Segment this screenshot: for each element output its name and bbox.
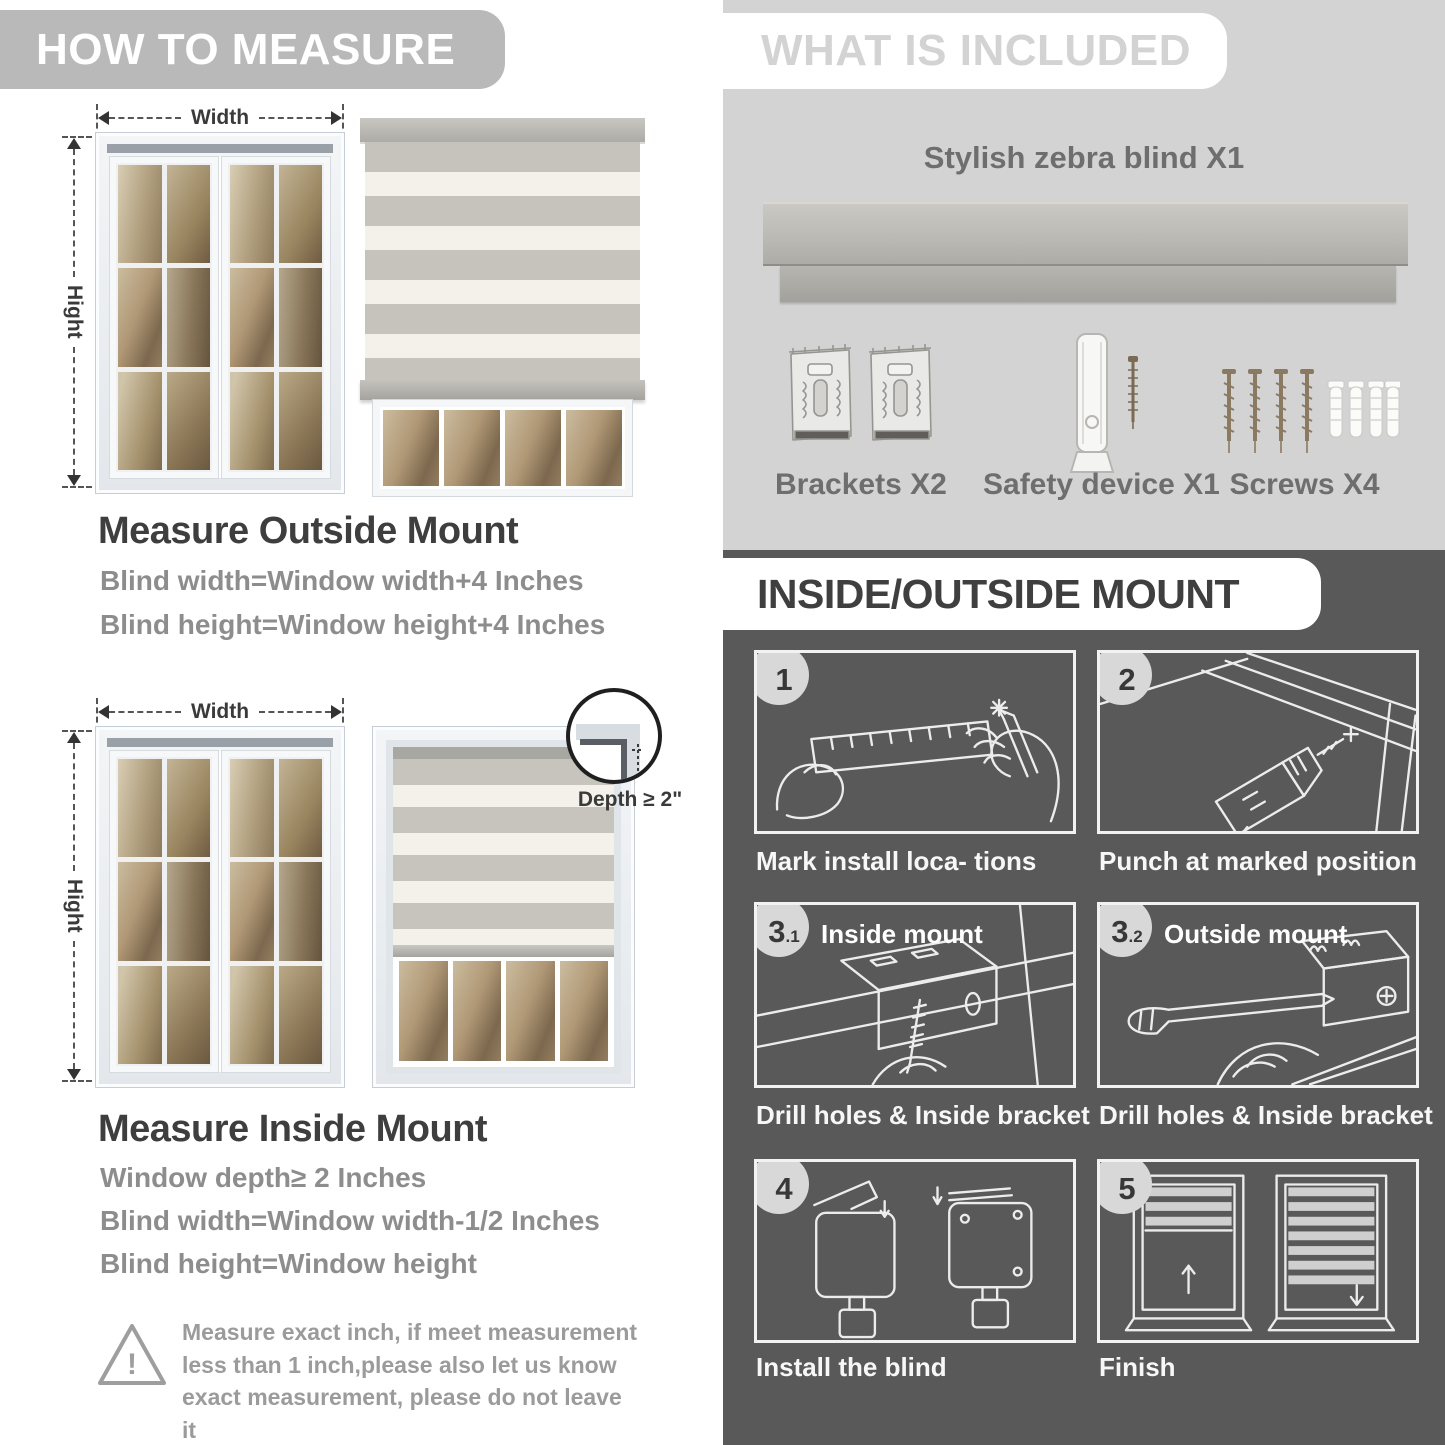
outside-width-rule: Blind width=Window width+4 Inches: [100, 565, 584, 596]
screws-anchors-icon: [1215, 365, 1400, 460]
inside-mount-label: Inside mount: [821, 919, 983, 949]
height-label: Hight: [63, 879, 86, 933]
step-1-box: [754, 650, 1076, 834]
blind-stripes: [365, 142, 640, 380]
height-measure-outside: [56, 136, 92, 488]
safety-device-label: Safety device X1: [983, 468, 1220, 501]
width-measure-outside: [96, 100, 344, 136]
step-3-2-caption: Drill holes & Inside bracket: [1099, 1100, 1433, 1130]
measure-note: Measure exact inch, if meet measurement less than 1 inch,please also let us know exact measurement, please do not leave it: [182, 1319, 638, 1443]
arrow-right-icon: [331, 111, 342, 125]
depth-detail-inset: [566, 688, 662, 784]
window-illustration-outside: [95, 132, 345, 494]
arrow-left-icon: [98, 705, 109, 719]
what-is-included-banner: WHAT IS INCLUDED: [723, 13, 1227, 89]
inside-depth-rule: Window depth≥ 2 Inches: [100, 1162, 427, 1193]
step-number-badge: 2: [1097, 650, 1152, 705]
step-1-caption: Mark install loca- tions: [756, 846, 1037, 876]
step-3-2-box: [1097, 902, 1419, 1088]
safety-device-icon: [1055, 330, 1155, 480]
corner-detail-icon: [570, 692, 662, 784]
arrow-down-icon: [67, 1069, 81, 1080]
step-number-badge: 5: [1097, 1159, 1152, 1214]
window-headrail-bar: [107, 738, 333, 747]
step-number-badge: 3 .2: [1097, 902, 1152, 957]
height-label: Hight: [63, 285, 86, 339]
step-2-caption: Punch at marked position: [1099, 846, 1417, 876]
step-4-box: [754, 1159, 1076, 1343]
arrow-up-icon: [67, 138, 81, 149]
screws-label: Screws X4: [1229, 468, 1380, 501]
arrow-down-icon: [67, 475, 81, 486]
step-number-badge: 3 .1: [754, 902, 809, 957]
inside-width-rule: Blind width=Window width-1/2 Inches: [100, 1205, 600, 1236]
step-5-box: [1097, 1159, 1419, 1343]
brackets-icon: [785, 338, 940, 456]
headrail-product-image: [763, 202, 1408, 302]
depth-label: Depth ≥ 2": [577, 788, 683, 811]
width-label: Width: [190, 700, 250, 723]
window-illustration-inside: [95, 726, 345, 1088]
step-5-caption: Finish: [1099, 1352, 1176, 1382]
inside-height-rule: Blind height=Window height: [100, 1248, 477, 1279]
blind-bottom-rail: [393, 945, 614, 957]
outside-mount-label: Outside mount: [1164, 919, 1348, 949]
arrow-right-icon: [331, 705, 342, 719]
window-headrail-bar: [107, 144, 333, 153]
brackets-label: Brackets X2: [775, 468, 947, 501]
svg-text:!: !: [127, 1348, 137, 1381]
window-bottom: [373, 400, 632, 496]
step-3-1-box: [754, 902, 1076, 1088]
width-label: Width: [190, 106, 250, 129]
inside-mount-title: Measure Inside Mount: [98, 1108, 488, 1150]
width-measure-inside: [96, 694, 344, 730]
blind-stripes: [393, 759, 614, 945]
inside-outside-mount-banner: INSIDE/OUTSIDE MOUNT: [723, 558, 1321, 630]
window-bottom: [393, 957, 614, 1067]
zebra-blind-illustration: [360, 118, 645, 496]
product-label: Stylish zebra blind X1: [923, 140, 1245, 175]
blind-headrail: [360, 118, 645, 142]
blind-bottom-rail: [360, 380, 645, 400]
outside-height-rule: Blind height=Window height+4 Inches: [100, 609, 606, 640]
height-measure-inside: [56, 730, 92, 1082]
arrow-left-icon: [98, 111, 109, 125]
warning-triangle-icon: [95, 1320, 169, 1390]
step-4-caption: Install the blind: [756, 1352, 947, 1382]
outside-mount-title: Measure Outside Mount: [98, 510, 519, 552]
step-3-1-caption: Drill holes & Inside bracket: [756, 1100, 1090, 1130]
arrow-up-icon: [67, 732, 81, 743]
how-to-measure-banner: HOW TO MEASURE: [0, 10, 505, 89]
step-number-badge: 4: [754, 1159, 809, 1214]
step-number-badge: 1: [754, 650, 809, 705]
step-2-box: [1097, 650, 1419, 834]
